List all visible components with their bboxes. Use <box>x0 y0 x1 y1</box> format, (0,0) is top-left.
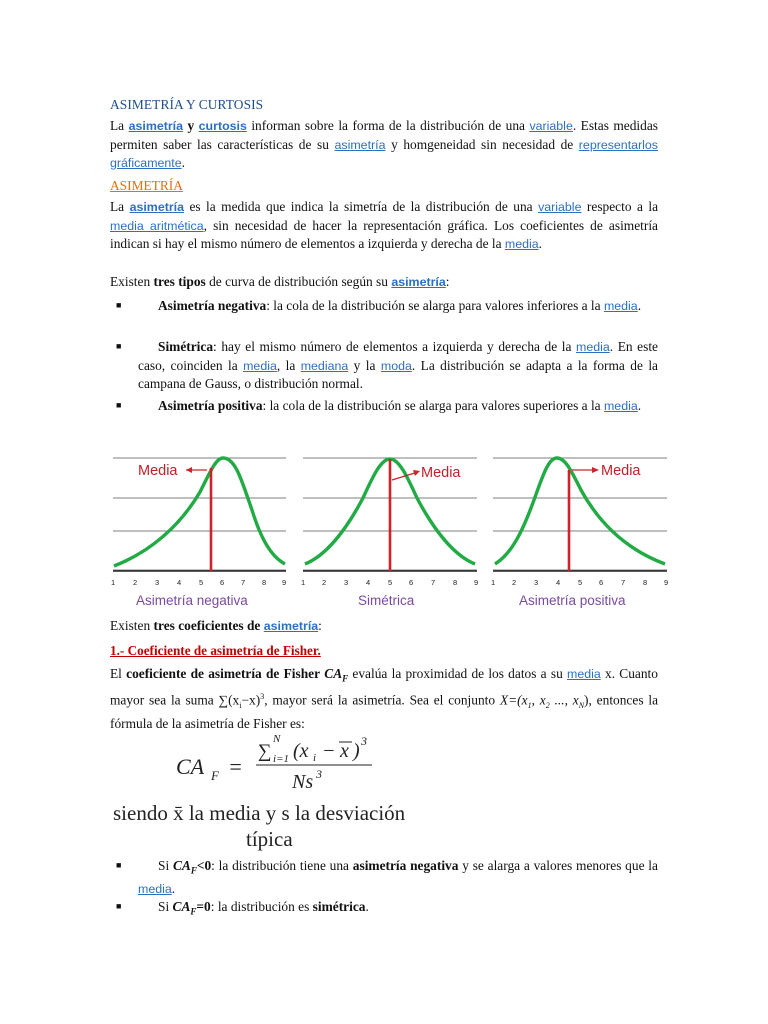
list-item <box>110 338 658 393</box>
bullet-text: . La distribución se adapta a la forma de la campana de Gauss, o distribución normal. <box>138 357 658 391</box>
case-bold: simétrica <box>312 899 366 914</box>
tick-label: 9 <box>664 578 669 587</box>
caption-symmetric: Simétrica <box>358 593 415 608</box>
bullet-text: : la cola de la distribución se alarga para valores superiores a la <box>262 398 601 413</box>
bullet-text: : hay el mismo número de elementos a izquierda y derecha de la <box>213 339 572 354</box>
intro-paragraph <box>110 117 658 173</box>
svg-text:(x: (x <box>293 740 309 762</box>
svg-text:3: 3 <box>361 734 367 748</box>
def-text: . <box>538 236 543 251</box>
svg-text:=: = <box>228 754 243 779</box>
tick-label: 3 <box>534 578 539 587</box>
intro-text: . <box>181 155 185 170</box>
tick-label: 9 <box>282 578 287 587</box>
link-asimetria[interactable]: asimetría <box>391 275 446 289</box>
tick-label: 8 <box>453 578 458 587</box>
svg-text:x: x <box>340 740 349 762</box>
case-text: : la distribución es <box>210 899 310 914</box>
section-heading-asimetria: ASIMETRÍA <box>110 178 183 193</box>
coef-bold: tres coeficientes de <box>153 618 261 633</box>
def-text: respecto a la <box>586 199 659 214</box>
tick-label: 4 <box>366 578 371 587</box>
siendo-line-2: típica <box>246 827 293 851</box>
tick-label: 1 <box>301 578 306 587</box>
caption-positive: Asimetría positiva <box>519 593 626 608</box>
tick-label: 7 <box>241 578 246 587</box>
svg-text:): ) <box>353 740 360 762</box>
tick-label: 2 <box>133 578 138 587</box>
section-heading-fisher: 1.- Coeficiente de asimetría de Fisher. <box>110 643 321 658</box>
link-media[interactable]: media <box>138 882 172 897</box>
fisher-text: evalúa la proximidad de los datos a su <box>352 666 563 681</box>
panel-symmetric <box>301 458 478 608</box>
fisher-symbol: CA <box>324 666 343 681</box>
bullet-icon: ■ <box>116 400 122 410</box>
svg-text:∑: ∑ <box>258 741 272 762</box>
link-media[interactable]: media <box>576 340 610 354</box>
tick-label: 4 <box>177 578 182 587</box>
svg-text:i: i <box>313 752 317 764</box>
tick-label: 1 <box>111 578 116 587</box>
page-title: ASIMETRÍA Y CURTOSIS <box>110 97 264 112</box>
tick-label: 1 <box>491 578 496 587</box>
tipos-paragraph <box>110 273 658 292</box>
fisher-text: , x <box>531 692 546 708</box>
coef-text: Existen <box>110 618 151 633</box>
intro-text: informan sobre la forma de la distribución de una <box>251 118 525 133</box>
tipos-bold: tres tipos <box>153 274 206 289</box>
siendo-caption <box>113 800 405 852</box>
coef-text: : <box>318 618 322 633</box>
siendo-line-1: siendo x̄ la media y s la desviación <box>113 801 406 825</box>
list-item <box>110 397 658 416</box>
case-bold: <0 <box>196 858 212 873</box>
bullet-icon: ■ <box>116 901 122 911</box>
fisher-paragraph: El coeficiente de asimetría de Fisher $CA_F$ evalúa la proximidad de los datos a su media x. Cuanto mayor sea la suma $\sum(x_i-x)^3$, mayor será la asimetría. Sea el conjunto $X=(x_1$, $x_2$ ..., $x_N$), entonces la fórmula de la asimetría de Fisher es: <box>110 666 659 731</box>
media-label: Media <box>601 463 641 479</box>
def-text: , sin necesidad de hacer la representación gráfica. Los coeficientes de asimetría indican si hay el mismo número de elementos a izquierda y derecha de la <box>110 217 658 251</box>
tick-label: 3 <box>155 578 160 587</box>
case-text: : la distribución tiene una <box>211 858 349 873</box>
case-symbol: CA <box>172 899 191 914</box>
case-bold: =0 <box>196 899 211 914</box>
link-asimetria[interactable]: asimetría <box>129 200 184 214</box>
link-media-aritmetica[interactable]: media aritmética <box>110 218 204 233</box>
panel-negative <box>111 458 286 608</box>
bullet-text: . <box>637 398 642 413</box>
def-text: es la medida que indica la simetría de la distribución de una <box>189 199 533 214</box>
link-asimetria[interactable]: asimetría <box>128 119 184 133</box>
bullet-icon: ■ <box>116 860 122 870</box>
fisher-text: ..., x <box>554 692 579 708</box>
fisher-text: El <box>110 666 122 681</box>
case-bold: asimetría negativa <box>352 858 459 873</box>
fisher-text: ), entonces la fórmula de la asimetría de Fisher es: <box>110 692 659 731</box>
intro-text: y homgeneidad sin necesidad de <box>391 136 574 152</box>
tick-label: 7 <box>621 578 626 587</box>
case-subscript: F <box>190 906 197 917</box>
x-ticks <box>111 578 286 587</box>
tick-label: 3 <box>344 578 349 587</box>
bullet-text: , la <box>276 357 296 373</box>
x-ticks <box>491 578 668 587</box>
svg-text:−: − <box>322 740 336 762</box>
tick-label: 4 <box>556 578 561 587</box>
link-asimetria[interactable]: asimetría <box>334 137 386 152</box>
coeficientes-paragraph <box>110 617 658 636</box>
media-label: Media <box>421 465 461 481</box>
tick-label: 7 <box>431 578 436 587</box>
intro-text: . Estas medidas permiten saber las características de su <box>110 118 658 152</box>
tipos-text: Existen <box>110 274 151 289</box>
case-symbol: CA <box>172 858 191 873</box>
link-variable[interactable]: variable <box>538 200 582 214</box>
tick-label: 5 <box>578 578 583 587</box>
tick-label: 6 <box>599 578 604 587</box>
link-media[interactable]: media <box>603 399 638 413</box>
tipos-text: de curva de distribución según su <box>209 274 388 289</box>
tick-label: 8 <box>262 578 267 587</box>
tick-label: 6 <box>220 578 225 587</box>
bullet-bold: Asimetría positiva <box>158 398 263 413</box>
bullet-bold: Asimetría negativa <box>158 298 267 313</box>
link-media[interactable]: media <box>504 237 539 251</box>
link-asimetria[interactable]: asimetría <box>263 619 319 633</box>
caption-negative: Asimetría negativa <box>136 593 248 608</box>
panel-positive <box>491 458 668 608</box>
intro-text: La <box>110 118 125 133</box>
tick-label: 2 <box>512 578 517 587</box>
svg-text:F: F <box>211 768 219 783</box>
svg-text:3: 3 <box>316 767 322 781</box>
intro-text: y <box>187 118 195 133</box>
fisher-text: , mayor será la asimetría. Sea el conjunto <box>264 692 496 708</box>
bullet-icon: ■ <box>116 300 122 310</box>
tick-label: 9 <box>474 578 479 587</box>
skewness-figure <box>110 448 670 613</box>
bullet-bold: Simétrica <box>158 339 214 354</box>
svg-text:CA: CA <box>176 754 205 779</box>
tick-label: 2 <box>322 578 327 587</box>
link-curtosis[interactable]: curtosis <box>198 119 247 133</box>
link-mediana[interactable]: mediana <box>300 358 349 373</box>
tipos-text: : <box>445 274 450 289</box>
bullet-icon: ■ <box>116 341 122 351</box>
svg-text:N: N <box>273 733 281 745</box>
link-representarlos[interactable]: representarlos gráficamente <box>110 137 658 170</box>
list-item <box>110 898 658 921</box>
case-text: Si <box>158 858 170 873</box>
bullet-text: . En este caso, coinciden la <box>138 339 658 373</box>
fisher-text: X=(x <box>499 692 528 708</box>
link-moda[interactable]: moda <box>380 358 412 373</box>
link-media[interactable]: media <box>603 299 638 313</box>
list-item <box>110 297 658 316</box>
tick-label: 6 <box>409 578 414 587</box>
svg-text:Ns: Ns <box>292 771 314 790</box>
fisher-text: −x) <box>241 692 261 708</box>
x-ticks <box>301 578 478 587</box>
def-text: La <box>110 199 125 214</box>
case-text: . <box>365 899 369 914</box>
bullet-text: : la cola de la distribución se alarga para valores inferiores a la <box>266 298 601 313</box>
case-text: Si <box>158 899 170 914</box>
media-label: Media <box>138 463 178 479</box>
fisher-text: x. Cuanto mayor sea la suma ∑(x <box>110 666 658 708</box>
bullet-text: . <box>637 298 642 313</box>
link-media[interactable]: media <box>567 667 601 681</box>
fisher-bold: coeficiente de asimetría de Fisher <box>126 666 321 681</box>
case-subscript: F <box>190 865 197 876</box>
fisher-formula <box>176 728 406 790</box>
link-variable[interactable]: variable <box>529 119 573 133</box>
case-text: y se alarga a valores menores que la <box>462 858 658 873</box>
bullet-text: y la <box>353 357 376 373</box>
tick-label: 5 <box>388 578 393 587</box>
svg-text:i=1: i=1 <box>273 753 289 765</box>
tick-label: 5 <box>199 578 204 587</box>
case-text: . <box>171 881 176 897</box>
tick-label: 8 <box>643 578 648 587</box>
list-item <box>110 857 658 899</box>
definition-paragraph <box>110 198 658 254</box>
link-media[interactable]: media <box>243 358 277 373</box>
fisher-subscript: F <box>342 673 349 684</box>
